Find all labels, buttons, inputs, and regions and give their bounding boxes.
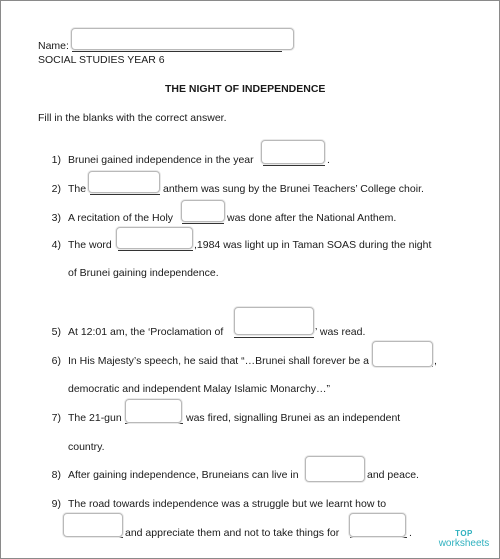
question-number: 7) xyxy=(51,412,61,424)
instruction-text: Fill in the blanks with the correct answer. xyxy=(38,112,227,124)
question-text: In His Majesty’s speech, he said that “…Brunei shall forever be a xyxy=(68,355,369,367)
question-text-continued: of Brunei gaining independence. xyxy=(68,267,219,279)
blank-underline xyxy=(90,194,160,195)
question-text: The road towards independence was a struggle but we learnt how to xyxy=(68,498,387,510)
question-text: Brunei gained independence in the year xyxy=(68,154,254,166)
question-number: 2) xyxy=(51,183,61,195)
answer-input-1[interactable] xyxy=(261,140,325,164)
blank-underline xyxy=(182,223,224,224)
blank-underline xyxy=(125,423,183,424)
name-input[interactable] xyxy=(71,28,294,50)
question-text: was done after the National Anthem. xyxy=(227,212,397,224)
answer-input-7[interactable] xyxy=(125,399,182,423)
question-text-continued: and appreciate them and not to take things for xyxy=(125,527,340,539)
question-text: anthem was sung by the Brunei Teachers’ College choir. xyxy=(163,183,424,195)
question-text: and peace. xyxy=(367,469,419,481)
answer-input-5[interactable] xyxy=(234,307,314,335)
question-number: 8) xyxy=(51,469,61,481)
question-text-continued: country. xyxy=(68,441,105,453)
question-text: was fired, signalling Brunei as an independent xyxy=(186,412,401,424)
question-text: A recitation of the Holy xyxy=(68,212,174,224)
answer-input-8[interactable] xyxy=(305,456,365,482)
question-number: 9) xyxy=(51,498,61,510)
answer-input-9b[interactable] xyxy=(349,513,406,537)
question-number: 4) xyxy=(51,239,61,251)
blank-underline xyxy=(350,537,407,538)
answer-input-3[interactable] xyxy=(181,200,225,222)
blank-underline xyxy=(118,250,193,251)
subject-label: SOCIAL STUDIES YEAR 6 xyxy=(38,54,165,66)
logo-top-text: TOP xyxy=(455,529,473,538)
question-text: The word xyxy=(68,239,112,251)
question-text: At 12:01 am, the ‘Proclamation of xyxy=(68,326,224,338)
question-text: . xyxy=(327,154,330,166)
name-underline xyxy=(72,51,282,52)
question-text: The xyxy=(68,183,87,195)
question-number: 3) xyxy=(51,212,61,224)
question-number: 6) xyxy=(51,355,61,367)
question-text-continued: democratic and independent Malay Islamic Monarchy…” xyxy=(68,383,331,395)
answer-input-6[interactable] xyxy=(372,341,433,367)
question-number: 1) xyxy=(51,154,61,166)
question-text: After gaining independence, Bruneians can live in xyxy=(68,469,299,481)
question-text: The 21-gun xyxy=(68,412,122,424)
question-text-end: . xyxy=(409,527,412,539)
logo-name-text: worksheets xyxy=(438,538,490,549)
answer-input-4[interactable] xyxy=(116,227,193,249)
answer-input-9a[interactable] xyxy=(63,513,123,537)
question-text: , xyxy=(434,355,437,367)
question-text: ’ was read. xyxy=(315,326,366,338)
worksheet-title: THE NIGHT OF INDEPENDENCE xyxy=(165,83,326,95)
blank-underline xyxy=(68,537,123,538)
blank-underline xyxy=(234,337,314,338)
question-number: 5) xyxy=(51,326,61,338)
name-label: Name: xyxy=(38,40,69,52)
question-text: ,1984 was light up in Taman SOAS during the night xyxy=(194,239,432,251)
answer-input-2[interactable] xyxy=(88,171,160,193)
topworksheets-logo xyxy=(433,529,495,549)
blank-underline xyxy=(263,165,325,166)
